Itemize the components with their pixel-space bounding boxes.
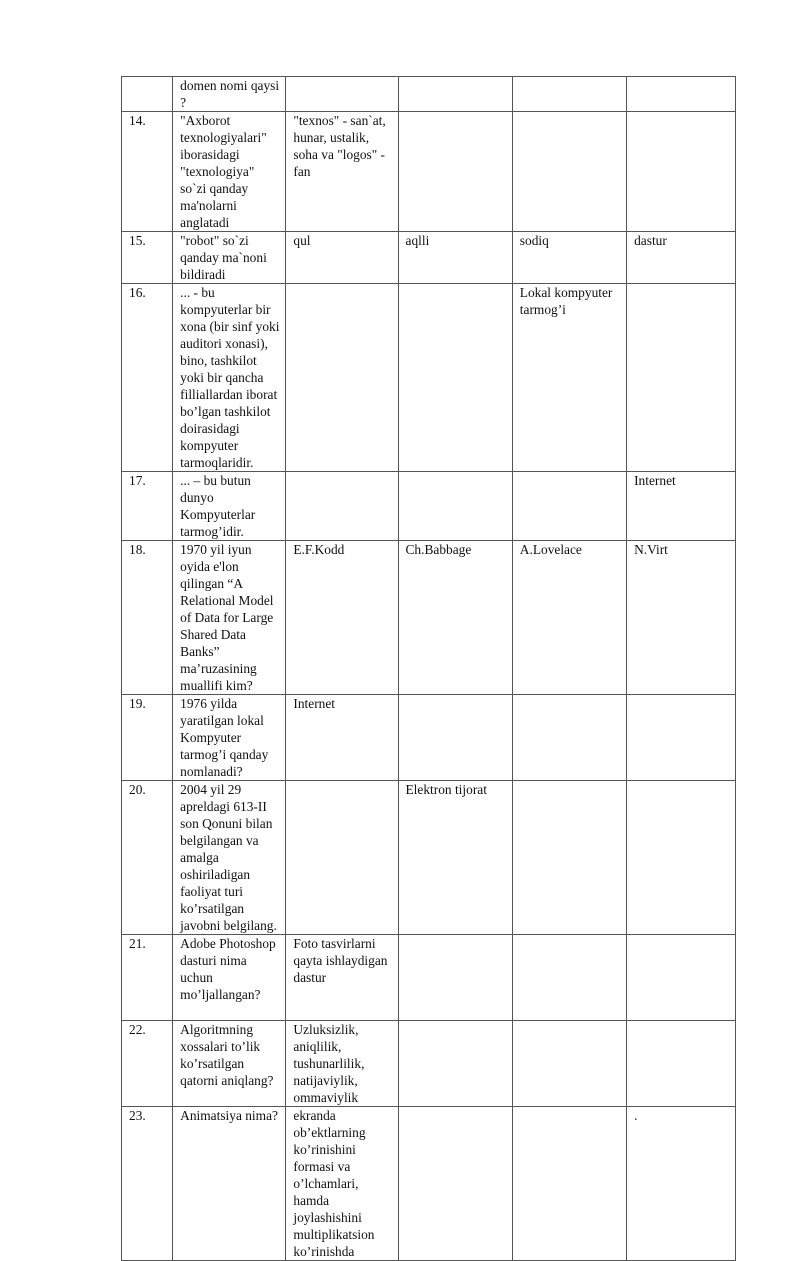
question-number: 21. xyxy=(122,935,173,1021)
table-row xyxy=(122,935,736,1021)
question-number: 22. xyxy=(122,1021,173,1107)
answer-cell: A.Lovelace xyxy=(512,541,626,695)
question-text: Animatsiya nima? xyxy=(173,1107,286,1261)
answer-cell: Lokal kompyuter tarmog’i xyxy=(512,284,626,472)
answer-cell: ekranda ob’ektlarning ko’rinishini formasi va o’lchamlari, hamda joylashishini multiplikatsion ko’rinishda xyxy=(286,1107,398,1261)
answer-cell: Foto tasvirlarni qayta ishlaydigan dastur xyxy=(286,935,398,1021)
answer-cell xyxy=(627,935,736,1021)
answer-cell xyxy=(286,77,398,112)
question-text: domen nomi qaysi ? xyxy=(173,77,286,112)
answer-cell: Internet xyxy=(627,472,736,541)
table-row xyxy=(122,284,736,472)
answer-cell: qul xyxy=(286,232,398,284)
table-row xyxy=(122,781,736,935)
answer-cell: Uzluksizlik, aniqlilik, tushunarlilik, natijaviylik, ommaviylik xyxy=(286,1021,398,1107)
answer-cell xyxy=(627,1021,736,1107)
answer-cell xyxy=(627,284,736,472)
question-text: Algoritmning xossalari to’lik ko’rsatilgan qatorni aniqlang? xyxy=(173,1021,286,1107)
answer-cell xyxy=(286,472,398,541)
answer-cell xyxy=(398,112,512,232)
question-number xyxy=(122,77,173,112)
answer-cell xyxy=(512,77,626,112)
table-row xyxy=(122,232,736,284)
question-text: 1970 yil iyun oyida e'lon qilingan “A Relational Model of Data for Large Shared Data Banks” ma’ruzasining muallifi kim? xyxy=(173,541,286,695)
table-row xyxy=(122,541,736,695)
answer-cell: "texnos" - san`at, hunar, ustalik, soha va "logos" - fan xyxy=(286,112,398,232)
question-text: 1976 yilda yaratilgan lokal Kompyuter tarmog’i qanday nomlanadi? xyxy=(173,695,286,781)
answer-cell xyxy=(398,695,512,781)
quiz-table xyxy=(121,76,736,1261)
answer-cell: Elektron tijorat xyxy=(398,781,512,935)
answer-cell xyxy=(512,781,626,935)
answer-cell: dastur xyxy=(627,232,736,284)
answer-cell xyxy=(512,935,626,1021)
question-text: "robot" so`zi qanday ma`noni bildiradi xyxy=(173,232,286,284)
question-number: 20. xyxy=(122,781,173,935)
answer-cell xyxy=(512,472,626,541)
answer-cell: Internet xyxy=(286,695,398,781)
answer-cell xyxy=(398,284,512,472)
table-row xyxy=(122,1107,736,1261)
table-row xyxy=(122,695,736,781)
answer-cell: Ch.Babbage xyxy=(398,541,512,695)
answer-cell xyxy=(512,112,626,232)
answer-cell: sodiq xyxy=(512,232,626,284)
answer-cell xyxy=(398,1021,512,1107)
quiz-table-body xyxy=(122,77,736,1261)
question-text: ... - bu kompyuterlar bir xona (bir sinf yoki auditori xonasi), bino, tashkilot yoki bir qancha filliallardan iborat bo’lgan tashkilot doirasidagi kompyuter tarmoqlaridir. xyxy=(173,284,286,472)
answer-cell: aqlli xyxy=(398,232,512,284)
answer-cell xyxy=(398,472,512,541)
answer-cell xyxy=(512,1107,626,1261)
table-row xyxy=(122,1021,736,1107)
question-text: Adobe Photoshop dasturi nima uchun mo’ljallangan? xyxy=(173,935,286,1021)
answer-cell xyxy=(286,284,398,472)
question-number: 23. xyxy=(122,1107,173,1261)
answer-cell xyxy=(398,77,512,112)
question-text: "Axborot texnologiyalari" iborasidagi "texnologiya" so`zi qanday ma'nolarni anglatadi xyxy=(173,112,286,232)
question-number: 14. xyxy=(122,112,173,232)
answer-cell xyxy=(627,77,736,112)
table-row xyxy=(122,472,736,541)
answer-cell xyxy=(627,781,736,935)
question-number: 18. xyxy=(122,541,173,695)
answer-cell xyxy=(512,695,626,781)
table-row xyxy=(122,112,736,232)
question-text: 2004 yil 29 apreldagi 613-II son Qonuni bilan belgilangan va amalga oshiriladigan faoliyat turi ko’rsatilgan javobni belgilang. xyxy=(173,781,286,935)
question-number: 19. xyxy=(122,695,173,781)
question-text: ... – bu butun dunyo Kompyuterlar tarmog’idir. xyxy=(173,472,286,541)
table-row xyxy=(122,77,736,112)
question-number: 17. xyxy=(122,472,173,541)
answer-cell: . xyxy=(627,1107,736,1261)
answer-cell: E.F.Kodd xyxy=(286,541,398,695)
answer-cell xyxy=(512,1021,626,1107)
answer-cell xyxy=(398,935,512,1021)
answer-cell: N.Virt xyxy=(627,541,736,695)
answer-cell xyxy=(627,695,736,781)
answer-cell xyxy=(286,781,398,935)
answer-cell xyxy=(398,1107,512,1261)
question-number: 16. xyxy=(122,284,173,472)
answer-cell xyxy=(627,112,736,232)
question-number: 15. xyxy=(122,232,173,284)
